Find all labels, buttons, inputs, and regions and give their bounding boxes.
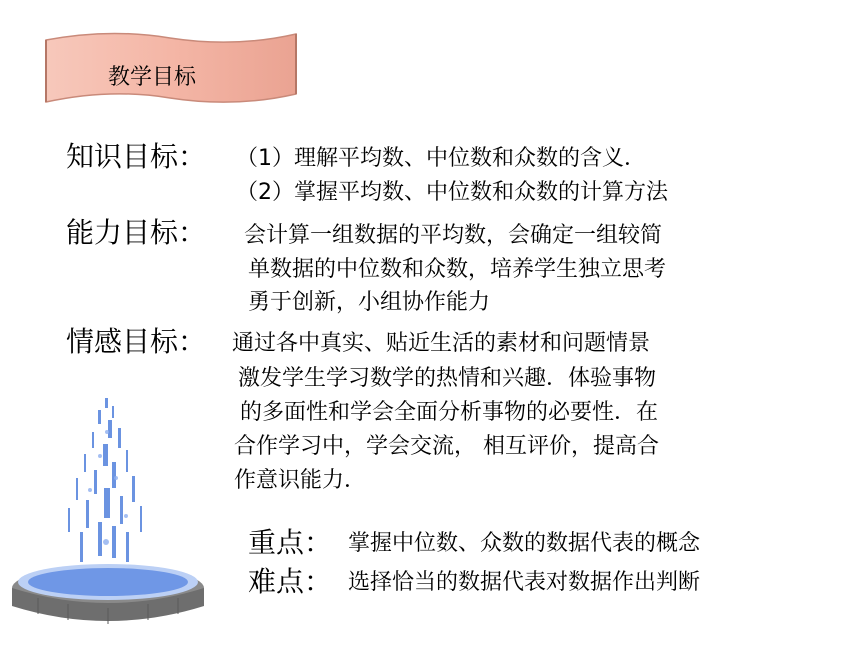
knowledge-heading: 知识目标：: [66, 140, 207, 173]
ability-heading: 能力目标：: [66, 216, 207, 249]
knowledge-line-2: （2）掌握平均数、中位数和众数的计算方法: [236, 180, 668, 205]
emotion-line-1: 通过各中真实、贴近生活的素材和问题情景: [232, 331, 651, 356]
banner-title: 教学目标: [108, 65, 197, 90]
emotion-line-3: 的多面性和学会全面分析事物的必要性．在: [240, 400, 659, 425]
key-point-label: 重点：: [248, 526, 333, 559]
title-banner: [40, 30, 302, 106]
key-point-text: 掌握中位数、众数的数据代表的概念: [348, 531, 701, 556]
ability-line-2: 单数据的中位数和众数，培养学生独立思考: [248, 257, 667, 282]
difficult-point-label: 难点：: [248, 565, 333, 598]
ability-line-3: 勇于创新，小组协作能力: [248, 290, 491, 315]
emotion-line-5: 作意识能力．: [234, 468, 367, 493]
ability-line-1: 会计算一组数据的平均数，会确定一组较简: [244, 223, 663, 248]
emotion-line-2: 激发学生学习数学的热情和兴趣．体验事物: [238, 366, 657, 391]
difficult-point-text: 选择恰当的数据代表对数据作出判断: [348, 570, 701, 595]
knowledge-line-1: （1）理解平均数、中位数和众数的含义．: [236, 146, 646, 171]
emotion-heading: 情感目标：: [66, 325, 207, 358]
emotion-line-4: 合作学习中，学会交流， 相互评价，提高合: [234, 434, 659, 459]
fountain-illustration: [8, 392, 208, 631]
